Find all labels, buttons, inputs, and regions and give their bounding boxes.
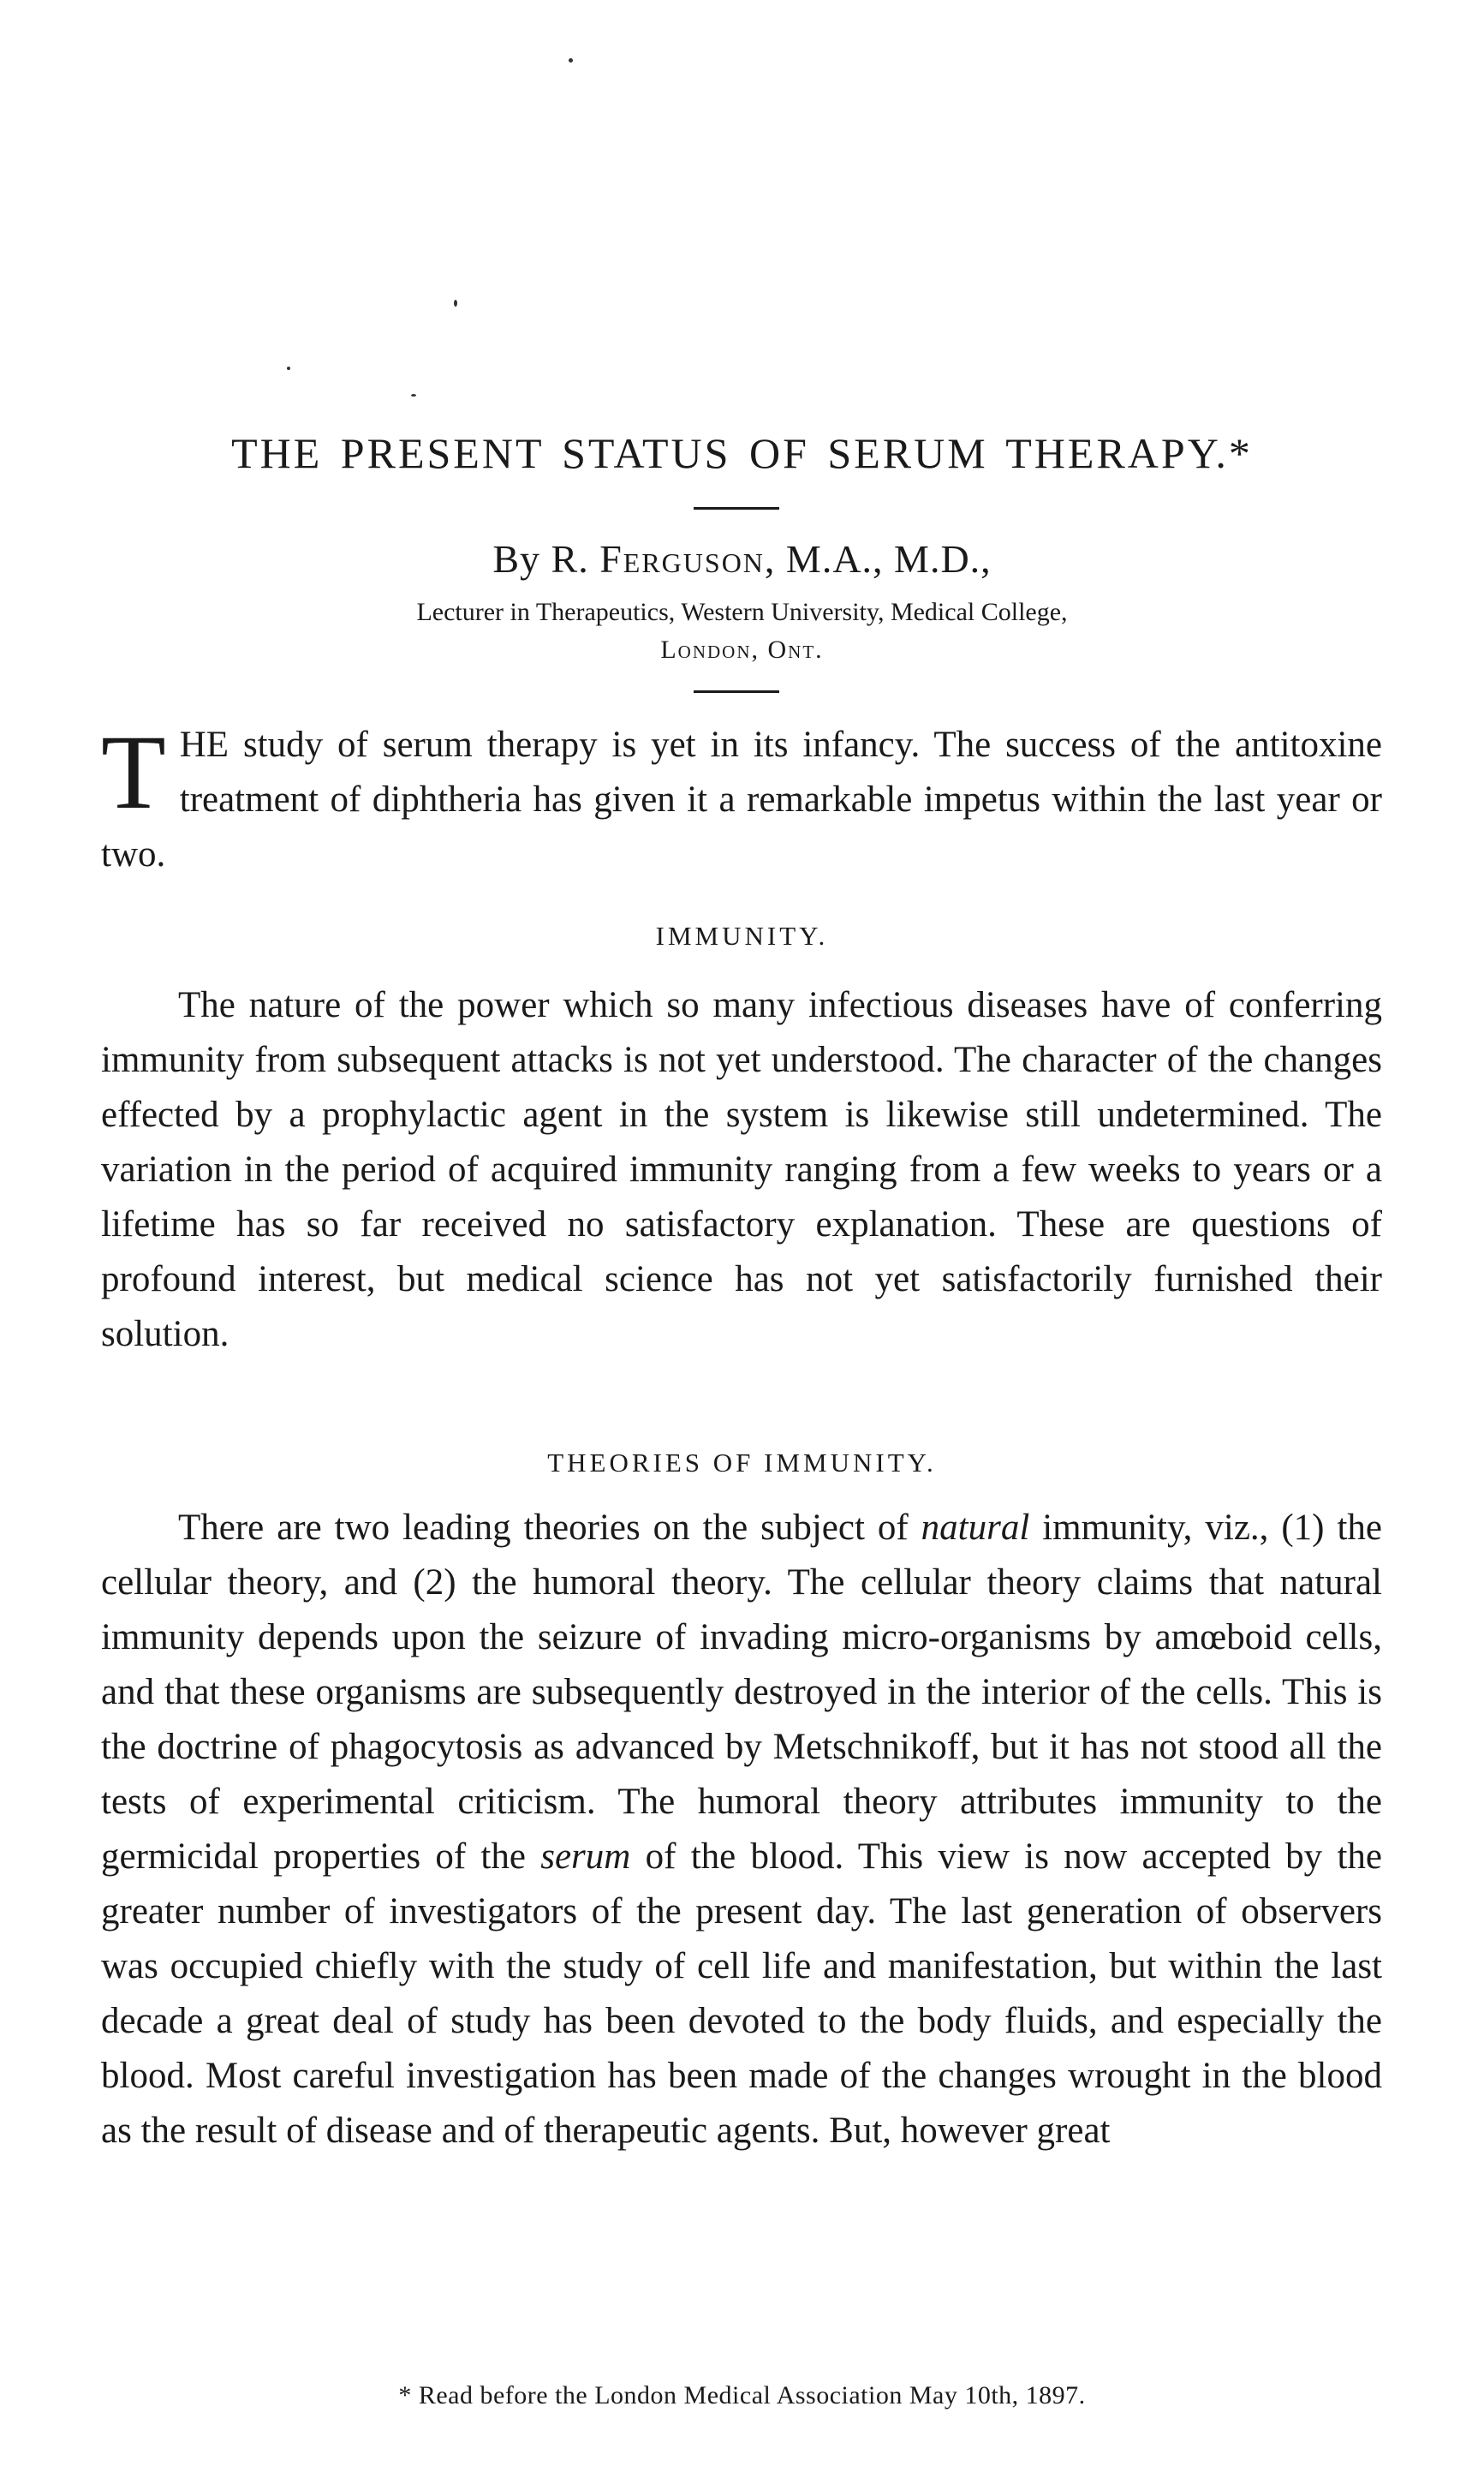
author-location: London, Ont. (660, 636, 824, 664)
title-rule (694, 507, 779, 510)
immunity-paragraph (101, 978, 1382, 1362)
byline-rule (694, 690, 779, 693)
immunity-text: The nature of the power which so many infectious diseases have of conferring immunity from subsequent attacks is not yet understood. The character of the changes effected by a prophylactic agent in the system is likewise still undetermined. The variation in the period of acquired immunity ranging from a few weeks to years or a lifetime has so far received no satisfactory explanation. These are questions of profound interest, but medical science has not yet satisfactorily furnished their solution. (101, 985, 1382, 1354)
section-heading-theories: THEORIES OF IMMUNITY. (547, 1448, 937, 1478)
scan-speck (454, 300, 457, 307)
theories-text-part2: immunity, viz., (1) the cellular theory, and (2) the humoral theory. The cellular theory claims that natural immunity depends upon the seizure of invading micro-organisms by amœboid cells, and that these organisms are subsequently destroyed in the interior of the cells. This is the doctrine of phagocytosis as advanced by Metschnikoff, but it has not stood all the tests of experimental criticism. The humoral theory attributes immunity to the germicidal properties of the (101, 1508, 1382, 1877)
article-title: THE PRESENT STATUS OF SERUM THERAPY.* (231, 429, 1253, 477)
scan-speck (287, 367, 290, 370)
section-heading-immunity: IMMUNITY. (655, 921, 829, 951)
intro-paragraph (101, 714, 1382, 882)
theories-italic-serum: serum (540, 1836, 631, 1877)
drop-cap: T (101, 714, 166, 831)
theories-text-part1: There are two leading theories on the subject of (178, 1508, 921, 1548)
theories-paragraph (101, 1501, 1382, 2159)
author-name: Ferguson (599, 537, 765, 581)
scan-speck (569, 58, 573, 63)
footnote: * Read before the London Medical Association May 10th, 1897. (398, 2381, 1086, 2409)
scan-speck (411, 394, 416, 397)
author-degrees: , M.A., M.D., (764, 537, 992, 581)
byline-prefix: By R. (492, 537, 600, 581)
theories-text-part3: of the blood. This view is now accepted by the greater number of investigators of the present day. The last generation of observers was occupied chiefly with the study of cell life and manifestation, but within the last decade a great deal of study has been devoted to the body fluids, and especially the blood. Most careful investigation has been made of the changes wrought in the blood as the result of disease and of therapeutic agents. But, however great (101, 1836, 1382, 2151)
theories-italic-natural: natural (921, 1508, 1030, 1548)
intro-text: HE study of serum therapy is yet in its infancy. The success of the antitoxine treatment of diphtheria has given it a remarkable impetus within the last year or two. (101, 725, 1382, 875)
author-affiliation: Lecturer in Therapeutics, Western University, Medical College, (416, 598, 1068, 626)
author-byline (0, 536, 1484, 582)
